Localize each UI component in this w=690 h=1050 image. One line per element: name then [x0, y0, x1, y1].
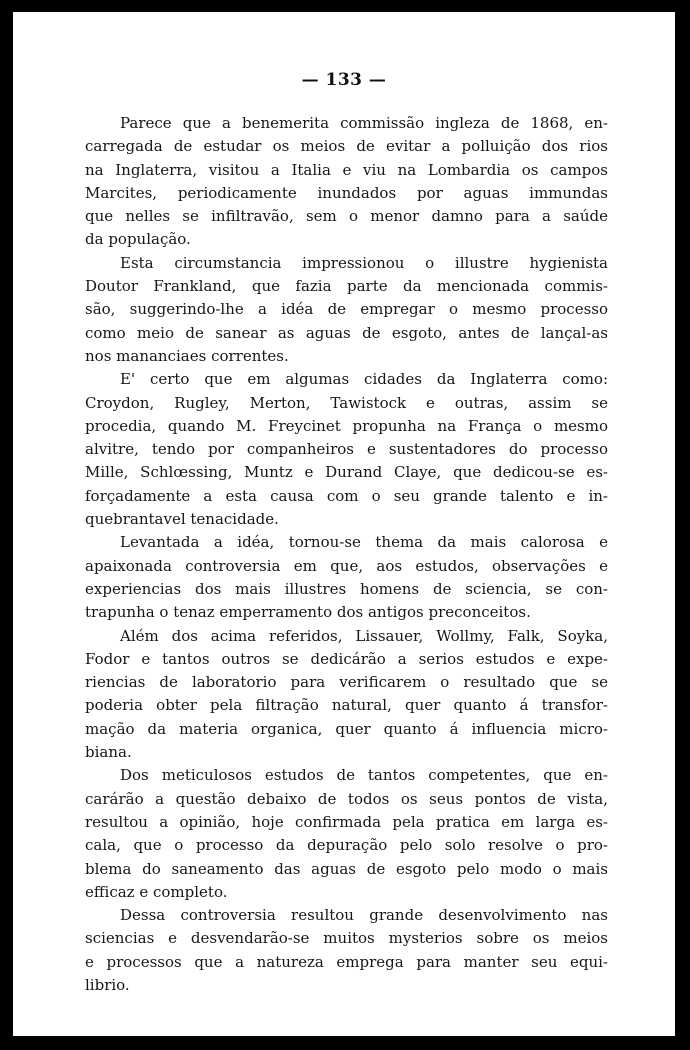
text-line: apaixonada controversia em que, aos estudos, observações e: [85, 556, 608, 575]
paragraph: [85, 252, 608, 368]
text-line: Fodor e tantos outros se dedicárão a serios estudos e expe-: [85, 649, 608, 668]
text-line: librio.: [85, 975, 130, 994]
paragraph: [85, 368, 608, 531]
text-line: efficaz e completo.: [85, 882, 228, 901]
text-line: Dessa controversia resultou grande desenvolvimento nas: [120, 906, 608, 925]
paragraph: [85, 625, 608, 765]
paragraph: [85, 531, 608, 624]
text-line: carárão a questão debaixo de todos os seus pontos de vista,: [85, 789, 608, 808]
text-line: experiencias dos mais illustres homens de sciencia, se con-: [85, 579, 608, 598]
text-line: quebrantavel tenacidade.: [85, 510, 279, 529]
page-number: — 133 —: [301, 70, 387, 90]
text-line: forçadamente a esta causa com o seu grande talento e in-: [85, 486, 608, 505]
text-line: Croydon, Rugley, Merton, Tawistock e outras, assim se: [85, 393, 608, 412]
text-line: trapunha o tenaz emperramento dos antigos preconceitos.: [85, 603, 531, 622]
text-line: Doutor Frankland, que fazia parte da mencionada commis-: [85, 277, 608, 296]
text-line: biana.: [85, 743, 132, 762]
text-line: Marcites, periodicamente inundados por aguas immundas: [85, 183, 608, 202]
text-line: Dos meticulosos estudos de tantos competentes, que en-: [120, 766, 608, 785]
text-line: como meio de sanear as aguas de esgoto, antes de lançal-as: [85, 323, 608, 342]
book-page: [13, 12, 675, 1036]
text-line: alvitre, tendo por companheiros e sustentadores do processo: [85, 440, 608, 459]
text-line: Parece que a benemerita commissão ingleza de 1868, en-: [120, 114, 608, 132]
body-text: [85, 112, 608, 997]
text-line: cala, que o processo da depuração pelo solo resolve o pro-: [85, 836, 608, 855]
text-line: carregada de estudar os meios de evitar a polluição dos rios: [85, 137, 608, 156]
text-line: E' certo que em algumas cidades da Inglaterra como:: [120, 370, 608, 389]
text-line: procedia, quando M. Freycinet propunha na França o mesmo: [85, 416, 608, 435]
text-line: Mille, Schlœssing, Muntz e Durand Claye, que dedicou-se es-: [85, 463, 608, 482]
text-line: sciencias e desvendarão-se muitos mysterios sobre os meios: [85, 929, 608, 948]
text-line: nos mananciaes correntes.: [85, 346, 289, 365]
text-line: da população.: [85, 230, 191, 249]
text-line: resultou a opinião, hoje confirmada pela pratica em larga es-: [85, 812, 608, 831]
text-line: na Inglaterra, visitou a Italia e viu na Lombardia os campos: [85, 160, 608, 179]
text-line: mação da materia organica, quer quanto á influencia micro-: [85, 719, 608, 738]
paragraph: [85, 764, 608, 904]
paragraph: [85, 112, 608, 252]
text-line: blema do saneamento das aguas de esgoto pelo modo o mais: [85, 859, 608, 878]
text-line: que nelles se infiltravão, sem o menor damno para a saúde: [85, 207, 608, 226]
paragraph: [85, 904, 608, 997]
text-line: são, suggerindo-lhe a idéa de empregar o mesmo processo: [85, 300, 608, 319]
text-line: Esta circumstancia impressionou o illustre hygienista: [120, 253, 608, 272]
text-line: riencias de laboratorio para verificarem o resultado que se: [85, 673, 608, 692]
text-line: poderia obter pela filtração natural, quer quanto á transfor-: [85, 696, 608, 715]
text-line: Levantada a idéa, tornou-se thema da mais calorosa e: [120, 533, 608, 552]
text-line: e processos que a natureza emprega para manter seu equi-: [85, 952, 608, 971]
text-line: Além dos acima referidos, Lissauer, Wollmy, Falk, Soyka,: [120, 626, 608, 645]
